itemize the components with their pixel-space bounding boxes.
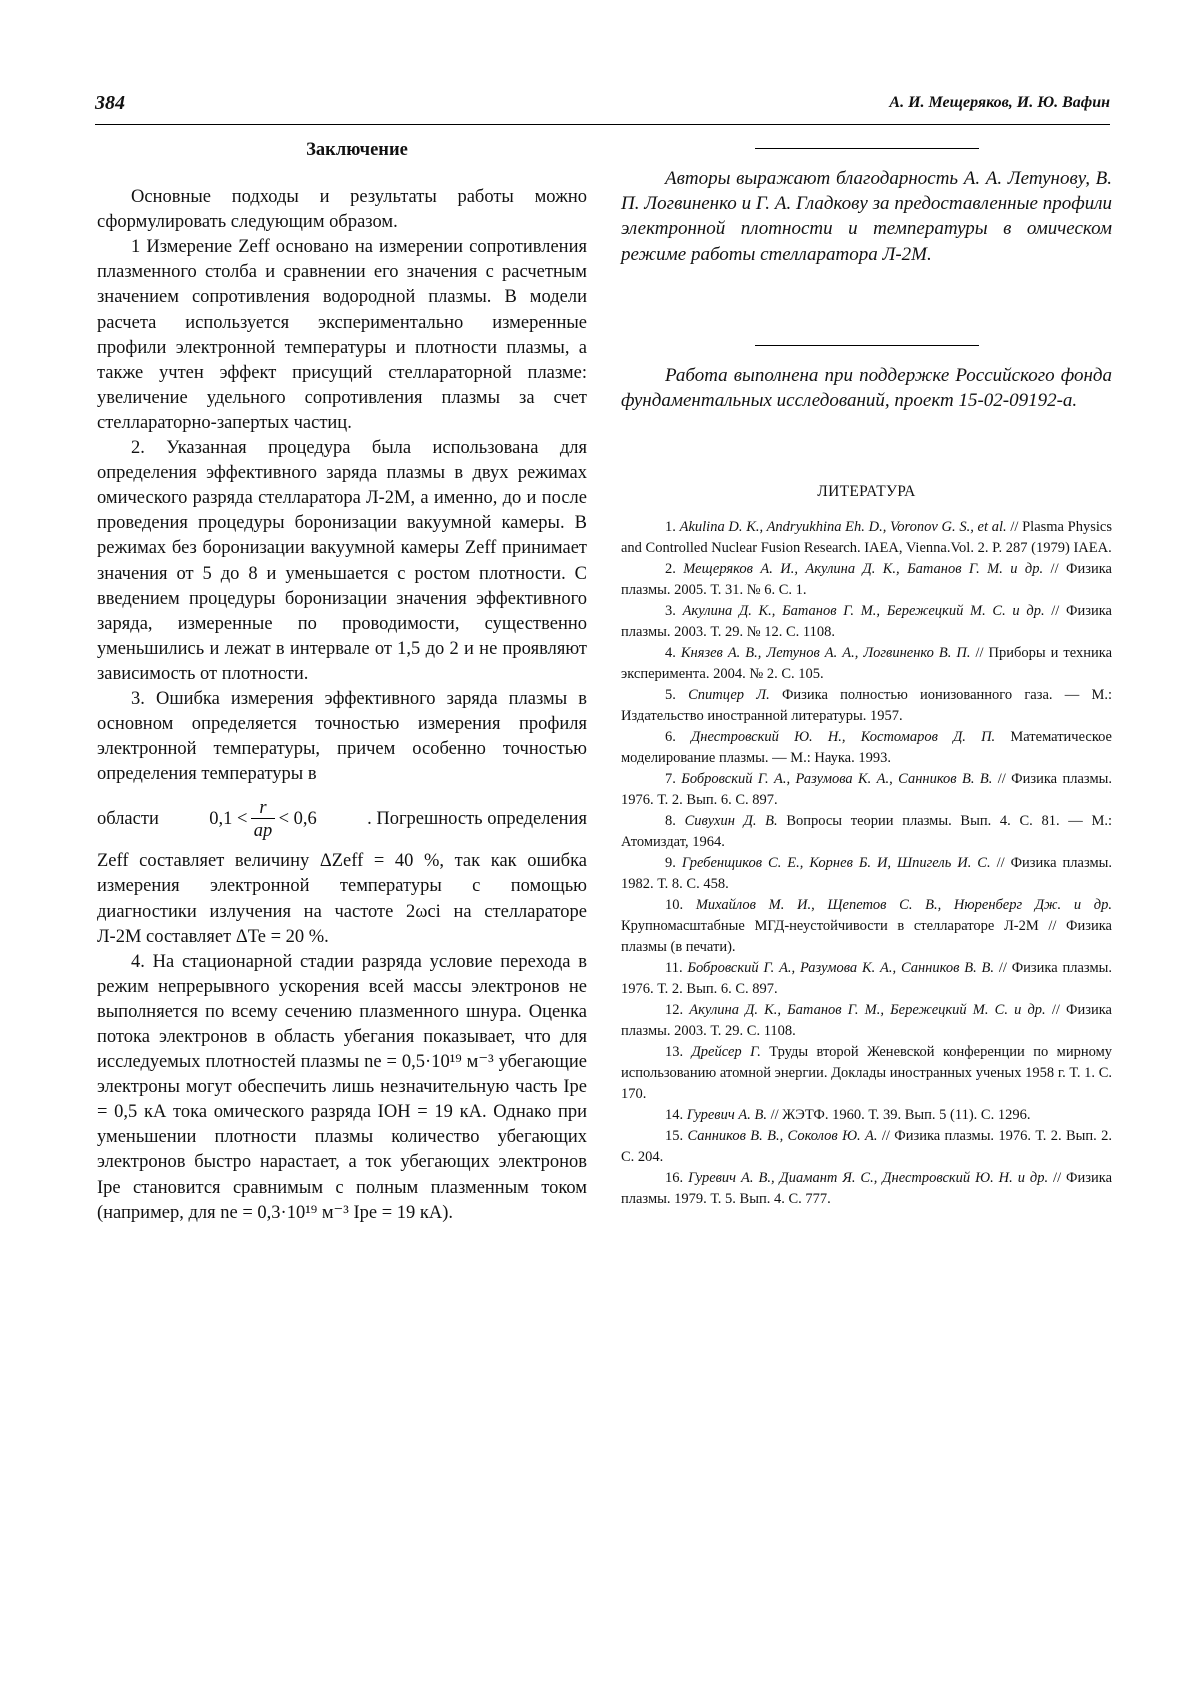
reference-item xyxy=(621,643,1112,685)
reference-source: Крупномасштабные МГД-неустойчивости в стеллараторе Л-2М // Физика плазмы (в печати). xyxy=(621,918,1112,956)
reference-source: Математическое моделирование плазмы. — М.: Наука. 1993. xyxy=(621,729,1112,767)
left-column xyxy=(97,138,587,1226)
reference-source: // Физика плазмы. 1976. Т. 2. Вып. 6. С. 897. xyxy=(621,771,1112,809)
reference-source: Труды второй Женевской конференции по мирному использованию атомной энергии. Доклады иностранных ученых 1958 г. Т. 1. С. 170. xyxy=(621,1044,1113,1103)
acknowledgement: Авторы выражают благодарность А. А. Летунову, В. П. Логвиненко и Г. А. Гладкову за предоставленные профили электронной плотности и температуры в омическом режиме работы стелларатора Л-2М. xyxy=(621,168,1112,265)
reference-item xyxy=(621,895,1112,958)
reference-item xyxy=(621,1000,1112,1042)
conclusion-point-1: 1 Измерение Zeff основано на измерении сопротивления плазменного столба и сравнении его значения с расчетным значением сопротивления водородной плазмы. В модели расчета используется экспериментально измеренные профили электронной температуры и плотности плазмы, а также учтен эффект присущий стеллараторной плазме: увеличение удельного сопротивления плазмы за счет стеллараторно-запертых частиц. xyxy=(97,237,587,433)
reference-number: 12. xyxy=(665,1002,690,1019)
reference-item xyxy=(621,559,1112,601)
fraction-denominator: ap xyxy=(253,820,273,841)
reference-authors: Дрейсер Г. xyxy=(691,1044,761,1061)
reference-source: // ЖЭТФ. 1960. Т. 39. Вып. 5 (11). С. 1296. xyxy=(766,1107,1031,1124)
reference-authors: Акулина Д. К., Батанов Г. М., Бережецкий М. С. и др. xyxy=(682,603,1045,620)
inequality-lower: 0,1 < xyxy=(209,808,248,829)
reference-authors: Бобровский Г. А., Разумова К. А., Санников В. В. xyxy=(681,771,993,788)
reference-number: 4. xyxy=(665,645,681,662)
reference-authors: Мещеряков А. И., Акулина Д. К., Батанов Г. М. и др. xyxy=(683,561,1044,578)
page-number: 384 xyxy=(95,92,125,114)
reference-source: // Физика плазмы. 2003. Т. 29. № 12. С. 1108. xyxy=(621,603,1112,641)
reference-item xyxy=(621,601,1112,643)
reference-authors: Спитцер Л. xyxy=(688,687,770,704)
reference-item xyxy=(621,1168,1112,1210)
reference-item xyxy=(621,1126,1112,1168)
reference-item xyxy=(621,958,1112,1000)
reference-source: // Физика плазмы. 1976. Т. 2. Вып. 2. С. 204. xyxy=(621,1128,1112,1166)
reference-authors: Князев А. В., Летунов А. А., Логвиненко В. П. xyxy=(680,645,971,662)
reference-number: 16. xyxy=(665,1170,689,1187)
funding-note: Работа выполнена при поддержке Российского фонда фундаментальных исследований, проект 15-02-09192-а. xyxy=(621,364,1112,412)
running-head: А. И. Мещеряков, И. Ю. Вафин xyxy=(889,94,1110,111)
reference-list xyxy=(621,517,1112,1210)
reference-number: 11. xyxy=(665,960,688,977)
reference-authors: Бобровский Г. А., Разумова К. А., Санников В. В. xyxy=(687,960,995,977)
reference-source: // Физика плазмы. 2003. Т. 29. С. 1108. xyxy=(621,1002,1112,1040)
conclusion-point-3b: Zeff составляет величину ΔZeff = 40 %, так как ошибка измерения электронной температуры с помощью диагностики излучения на частоте 2ωci на стеллараторе Л-2М составляет ΔTe = 20 %. xyxy=(97,851,587,947)
reference-number: 10. xyxy=(665,897,696,914)
separator-rule xyxy=(755,148,979,149)
inline-formula-line xyxy=(97,791,587,847)
reference-source: Вопросы теории плазмы. Вып. 4. С. 81. — М.: Атомиздат, 1964. xyxy=(621,813,1113,851)
formula-suffix: . Погрешность определения xyxy=(367,808,587,829)
formula-prefix: области xyxy=(97,808,159,829)
reference-authors: Санников В. В., Соколов Ю. А. xyxy=(687,1128,878,1145)
fraction-r-over-ap xyxy=(251,798,274,841)
reference-source: // Приборы и техника эксперимента. 2004. № 2. С. 105. xyxy=(621,645,1112,683)
section-title: Заключение xyxy=(306,140,408,160)
reference-item xyxy=(621,517,1112,559)
reference-item xyxy=(621,685,1112,727)
reference-number: 8. xyxy=(665,813,685,830)
reference-source: // Физика плазмы. 1979. Т. 5. Вып. 4. С. 777. xyxy=(621,1170,1113,1208)
header-rule xyxy=(95,124,1110,125)
reference-authors: Гребенщиков С. Е., Корнев Б. И, Шпигель И. С. xyxy=(681,855,991,872)
reference-source: // Plasma Physics and Controlled Nuclear Fusion Research. IAEA, Vienna.Vol. 2. P. 287 (1979) IAEA. xyxy=(621,519,1113,557)
reference-number: 2. xyxy=(665,561,684,578)
reference-item xyxy=(621,811,1112,853)
reference-authors: Akulina D. K., Andryukhina Eh. D., Voronov G. S., et al. xyxy=(679,519,1007,536)
reference-authors: Гуревич А. В., Диамант Я. С., Днестровский Ю. Н. и др. xyxy=(688,1170,1049,1187)
reference-authors: Акулина Д. К., Батанов Г. М., Бережецкий М. С. и др. xyxy=(689,1002,1046,1019)
inequality-formula xyxy=(209,798,317,841)
reference-number: 13. xyxy=(665,1044,692,1061)
reference-source: // Физика плазмы. 1982. Т. 8. С. 458. xyxy=(621,855,1113,893)
inequality-upper: < 0,6 xyxy=(278,808,317,829)
reference-item xyxy=(621,727,1112,769)
reference-number: 14. xyxy=(665,1107,687,1124)
reference-item xyxy=(621,1105,1112,1126)
reference-item xyxy=(621,769,1112,811)
reference-authors: Гуревич А. В. xyxy=(686,1107,767,1124)
reference-source: // Физика плазмы. 1976. Т. 2. Вып. 6. С. 897. xyxy=(621,960,1112,998)
reference-authors: Днестровский Ю. Н., Костомаров Д. П. xyxy=(691,729,996,746)
reference-item xyxy=(621,853,1112,895)
reference-number: 1. xyxy=(665,519,680,536)
reference-number: 9. xyxy=(665,855,682,872)
conclusion-point-3a: 3. Ошибка измерения эффективного заряда плазмы в основном определяется точностью измерения профиля электронной температуры, причем особенно точностью определения температуры в xyxy=(97,688,587,785)
page-header xyxy=(95,92,1110,124)
reference-number: 6. xyxy=(665,729,692,746)
conclusion-point-4: 4. На стационарной стадии разряда условие перехода в режим непрерывного ускорения всей массы электронов не выполняется по всему сечению плазменного шнура. Оценка потока электронов в область убегания показывает, что для исследуемых плотностей плазмы ne = 0,5·10¹⁹ м⁻³ убегающие электроны могут обеспечить лишь незначительную часть Ipe = 0,5 кА тока омического разряда IOH = 19 кА. Однако при уменьшении плотности плазмы количество убегающих электронов быстро нарастает, а ток убегающих электронов Ipe становится сравнимым с полным плазменным током (например, для ne = 0,3·10¹⁹ м⁻³ Ipe = 19 кА). xyxy=(97,951,587,1223)
reference-number: 5. xyxy=(665,687,689,704)
reference-authors: Сивухин Д. В. xyxy=(684,813,778,830)
conclusion-intro: Основные подходы и результаты работы можно сформулировать следующим образом. xyxy=(97,187,587,233)
reference-number: 3. xyxy=(665,603,683,620)
fraction-numerator: r xyxy=(251,798,274,819)
separator-rule xyxy=(755,345,979,346)
reference-item xyxy=(621,1042,1112,1105)
conclusion-point-2: 2. Указанная процедура была использована для определения эффективного заряда плазмы в двух режимах омического разряда стелларатора Л-2М, а именно, до и после проведения процедуры боронизации вакуумной камеры. В режимах без боронизации вакуумной камеры Zeff принимает значения от 5 до 8 и уменьшается с ростом плотности. С введением процедуры боронизации значения эффективного заряда, измеренные по проводимости, существенно уменьшились и лежат в интервале от 1,5 до 2 и не проявляют зависимость от плотности. xyxy=(97,438,587,684)
right-column xyxy=(621,138,1112,1210)
reference-number: 15. xyxy=(665,1128,688,1145)
reference-source: // Физика плазмы. 2005. Т. 31. № 6. С. 1. xyxy=(621,561,1112,599)
reference-authors: Михайлов М. И., Щепетов С. В., Нюренберг Дж. и др. xyxy=(695,897,1112,914)
reference-source: Физика полностью ионизованного газа. — М.: Издательство иностранной литературы. 1957. xyxy=(621,687,1112,725)
references-title: ЛИТЕРАТУРА xyxy=(817,483,916,501)
reference-number: 7. xyxy=(665,771,682,788)
